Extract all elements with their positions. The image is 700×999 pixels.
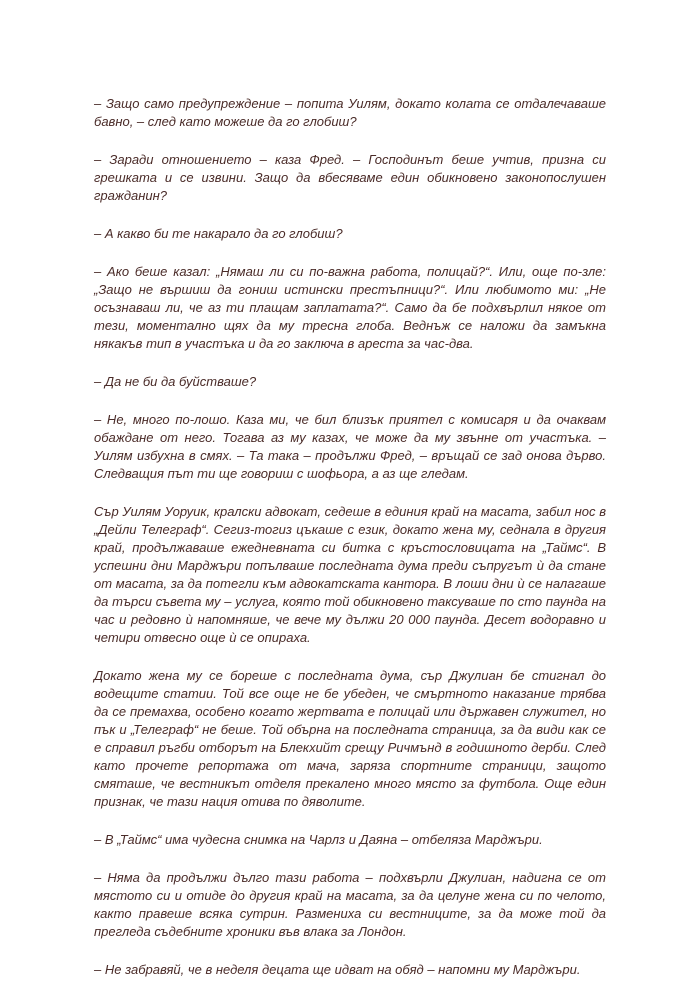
- paragraph: – Заради отношението – каза Фред. – Господинът беше учтив, призна си грешката и се извини. Защо да вбесяваме един обикновено законопослушен гражданин?: [94, 152, 606, 203]
- paragraph: – Не, много по-лошо. Каза ми, че бил близък приятел с комисаря и да очаквам обаждане от него. Тогава аз му казах, че може да му звънне от участъка. – Уилям избухна в смях. – Та така – продължи Фред, – връщай се зад онова дърво. Следващия път ти ще говориш с шофьора, а аз ще гледам.: [94, 412, 606, 481]
- paragraph: – Защо само предупреждение – попита Уилям, докато колата се отдалечаваше бавно, – след като можеше да го глобиш?: [94, 96, 606, 129]
- paragraph: Докато жена му се бореше с последната дума, сър Джулиан бе стигнал до водещите статии. Той все още не бе убеден, че смъртното наказание трябва да се премахва, особено когато жертвата е полицай или държавен служител, но пък и „Телеграф“ не беше. Той обърна на последната страница, за да види как се е справил ръгби отборът на Блекхийт срещу Ричмънд в годишното дерби. След като прочете репортажа от мача, заряза спортните страници, защото смяташе, че вестникът отделя прекалено много място за футбола. Още един признак, че тази нация отива по дяволите.: [94, 668, 606, 809]
- paragraph: – Не забравяй, че в неделя децата ще идват на обяд – напомни му Марджъри.: [94, 962, 581, 977]
- paragraph: – В „Таймс“ има чудесна снимка на Чарлз и Даяна – отбеляза Марджъри.: [94, 832, 543, 847]
- text-column: [94, 95, 606, 999]
- paragraph: – Няма да продължи дълго тази работа – подхвърли Джулиан, надигна се от мястото си и отиде до другия край на масата, за да целуне жена си по челото, както правеше всяка сутрин. Размениха си вестниците, за да може той да прегледа съдебните хроники във влака за Лондон.: [94, 870, 606, 939]
- paragraph: – Да не би да буйстваше?: [94, 374, 257, 389]
- paragraph: Сър Уилям Уоруик, кралски адвокат, седеше в единия край на масата, забил нос в „Дейли Телеграф“. Сегиз-тогиз цъкаше с език, докато жена му, седнала в другия край, продължаваше ежедневната си битка с кръстословицата на „Таймс“. В успешни дни Марджъри попълваше последната дума преди съпругът ѝ да стане от масата, за да потегли към адвокатската кантора. В лоши дни ѝ се налагаше да търси съвета му – услуга, която той обикновено таксуваше по сто паунда на час и редовно ѝ напомняше, че вече му дължи 20 000 паунда. Десет водоравно и четири отвесно още ѝ се опираха.: [94, 504, 606, 645]
- paragraph: – А какво би те накарало да го глобиш?: [94, 226, 343, 241]
- paragraph: – Ако беше казал: „Нямаш ли си по-важна работа, полицай?“. Или, още по-зле: „Защо не вършиш да гониш истински престъпници?“. Или любимото ми: „Не осъзнаваш ли, че аз ти плащам заплатата?“. Само да бе подхвърлил някое от тези, моментално щях да му тресна глоба. Веднъж се наложи да замъкна някакъв тип в участъка и да го заключа в ареста за час-два.: [94, 264, 606, 351]
